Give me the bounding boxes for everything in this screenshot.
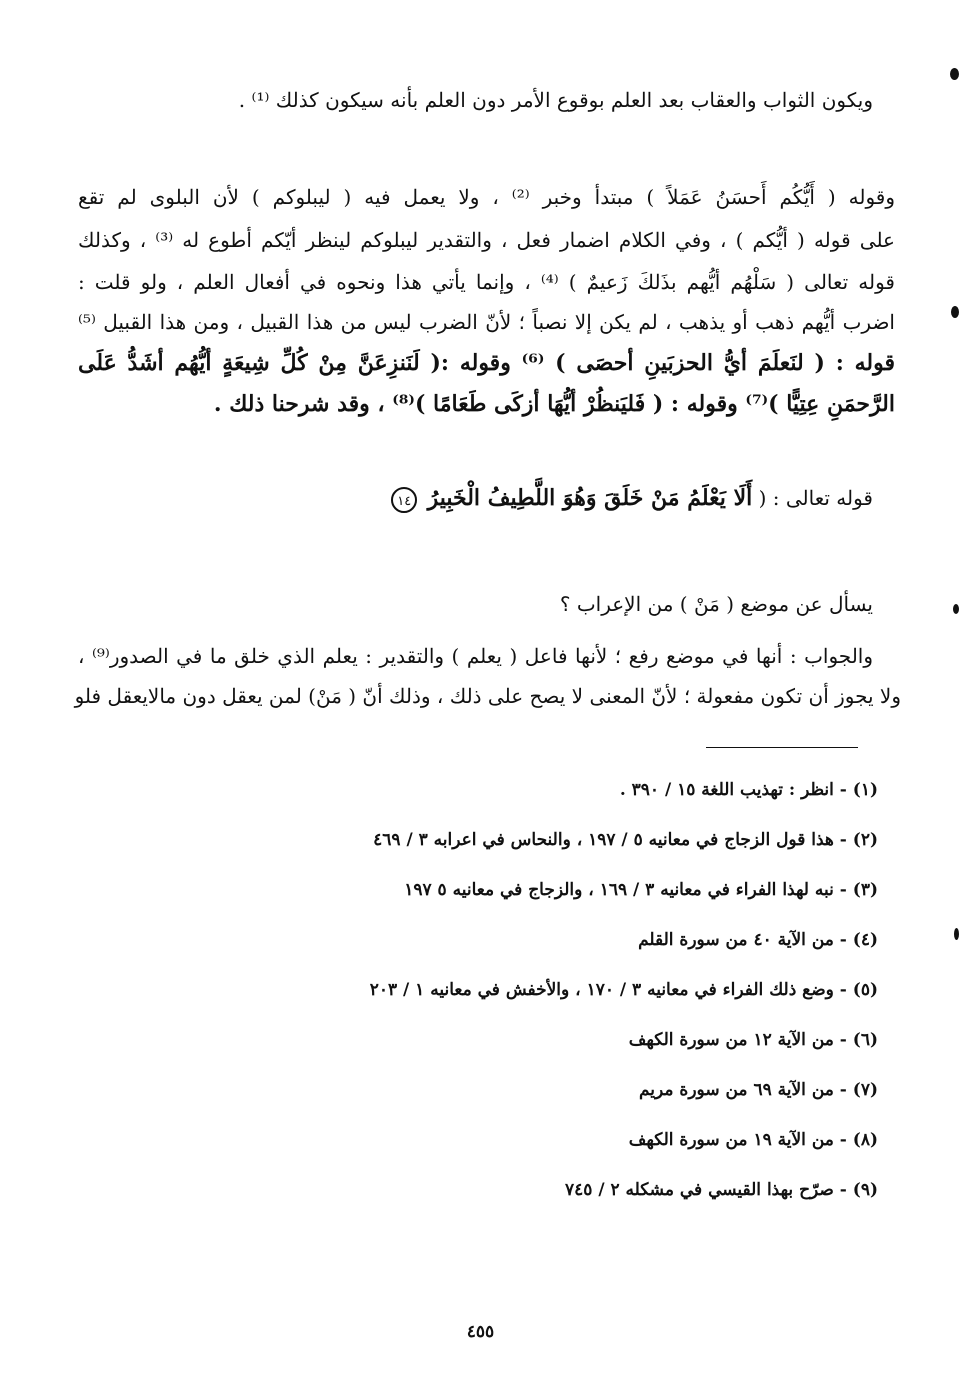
footnote-divider: [706, 747, 858, 748]
footnote-1: (١) - انظر : تهذيب اللغة ١٥ / ٣٩٠ .: [619, 780, 878, 800]
binding-hole-mark: [950, 68, 959, 80]
footnote-7: (٧) - من الآية ٦٩ من سورة مريم: [638, 1080, 878, 1100]
verse-text: أَلَا يَعْلَمُ مَنْ خَلَقَ وَهُوَ اللَّطِيفُ الْخَبِيرُ: [427, 485, 753, 511]
paragraph-2-line-1: وقوله ( أَيُّكُم أَحسَنُ عَمَلاً ) مبتدأ وخبر ⁽²⁾ ، ولا يعمل فيه ( ليبلوكم ) لأن البلوى لم تقع: [78, 185, 895, 209]
footnote-5: (٥) - وضع ذلك الفراء في معانيه ٣ / ١٧٠ ، والأخفش في معانيه ١ / ٢٠٣: [369, 980, 878, 1000]
footnote-4: (٤) - من الآية ٤٠ من سورة القلم: [638, 930, 878, 950]
paragraph-1-line-1: ويكون الثواب والعقاب بعد العلم بوقوع الأمر دون العلم بأنه سيكون كذلك ⁽¹⁾ .: [238, 88, 873, 112]
footnote-6: (٦) - من الآية ١٢ من سورة الكهف: [628, 1030, 878, 1050]
verse-intro: قوله تعالى : (: [758, 486, 873, 510]
binding-hole-mark: [951, 306, 959, 318]
paragraph-3-line-1: يسأل عن موضع ( مَنْ ) من الإعراب ؟: [559, 592, 873, 616]
paragraph-2-line-4: اضرب أيُّهم ذهب أو يذهب ، لم يكن إلا نصباً ؛ لأنّ الضرب ليس من هذا القبيل ، ومن هذا القبيل ⁽⁵⁾: [78, 310, 895, 334]
footnote-3: (٣) - نبه لهذا الفراء في معانيه ٣ / ١٦٩ ، والزجاج في معانيه ٥ ١٩٧: [404, 880, 878, 900]
verse-heading: [391, 484, 873, 513]
page-number: ٤٥٥: [466, 1322, 495, 1342]
paragraph-2-line-6: الرَّحمَنِ عِتِيًّا )⁽⁷⁾ وقوله : ( فَليَنظُرْ أيُّهَا أزكَى طَعَامًا )⁽⁸⁾ ، وقد شرحنا ذلك .: [213, 391, 895, 417]
paragraph-3-line-2: والجواب : أنها في موضع رفع ؛ لأنها فاعل ( يعلم ) والتقدير : يعلم الذي خلق ما في الصدور⁽⁹⁾ ،: [78, 644, 873, 668]
footnote-2: (٢) - هذا قول الزجاج في معانيه ٥ / ١٩٧ ، والنحاس في اعرابه ٣ / ٤٦٩: [373, 830, 878, 850]
binding-hole-mark: [953, 604, 959, 614]
paragraph-2-line-5: قوله : ( لنَعلَمَ أيُّ الحزبَينِ أحصَى ) ⁽⁶⁾ وقوله :( لَنَنزِعَنَّ مِنْ كُلِّ شِيعَةٍ أيُّهُم أشَدُّ عَلَى: [78, 350, 895, 376]
binding-hole-mark: [954, 928, 959, 940]
paragraph-2-line-2: على قوله ( أيُّكم ) ، وفي الكلام اضمار فعل ، والتقدير ليبلوكم لينظر أيّكم أطوع له ⁽³⁾ ، وكذلك: [78, 228, 895, 252]
footnote-8: (٨) - من الآية ١٩ من سورة الكهف: [628, 1130, 878, 1150]
paragraph-2-line-3: قوله تعالى ( سَلْهُم أيُّهم بذَلكَ زَعيمٌ ) ⁽⁴⁾ ، وإنما يأتي هذا ونحوه في أفعال العلم ، ولو قلت :: [78, 270, 895, 294]
verse-number-icon: ١٤: [391, 487, 417, 513]
footnote-9: (٩) - صرّح بهذا القيسي في مشكله ٢ / ٧٤٥: [565, 1180, 878, 1200]
paragraph-3-line-3: ولا يجوز أن تكون مفعولة ؛ لأنّ المعنى لا يصح على ذلك ، وذلك أنّ ( مَنْ) لمن يعقل دون مالايعقل فلو: [74, 684, 901, 708]
